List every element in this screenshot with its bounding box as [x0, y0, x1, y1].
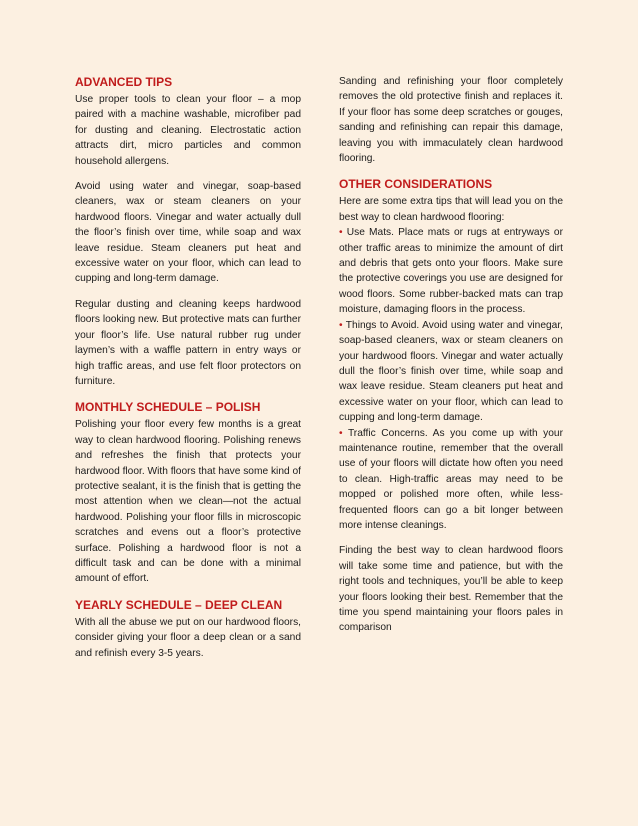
bullet-icon: •: [339, 427, 343, 439]
right-column: [339, 74, 563, 636]
sanding-paragraph: Sanding and refinishing your floor completely removes the old protective finish and replaces it. If your floor has some deep scratches or gouges, sanding and refinishing can repair this damage, leaving you with immaculately clean hardwood flooring.: [339, 76, 563, 165]
advanced-tips-paragraph-2: Avoid using water and vinegar, soap-based cleaners, wax or steam cleaners on your hardwood floors. Vinegar and water actually dull the floor’s finish over time, while soap and wax leave residue. Steam cleaners put heat and excessive water on your floor, which can lead to cupping and long-term damage.: [75, 181, 301, 285]
bullet-use-mats-text: Use Mats. Place mats or rugs at entryways or other traffic areas to minimize the amount of dirt and debris that gets onto your floors. Make sure the protective coverings you use are designed for wood floors. Some rubber-backed mats can trap moisture, damaging floors in the process.: [339, 227, 563, 316]
bullet-icon: •: [339, 319, 343, 331]
bullet-use-mats: [339, 225, 563, 317]
closing-paragraph: Finding the best way to clean hardwood floors will take some time and patience, but with the right tools and techniques, you’ll be able to keep your floors looking their best. Remember that the time you spend maintaining your floors pales in comparison: [339, 545, 563, 634]
monthly-schedule-heading: MONTHLY SCHEDULE – POLISH: [75, 400, 261, 415]
advanced-tips-paragraph-3: Regular dusting and cleaning keeps hardwood floors looking new. But protective mats can further your floor’s life. Use natural rubber rug under laymen’s with a waffle pattern in entry ways or high traffic areas, and use felt floor protectors on furniture.: [75, 298, 301, 387]
monthly-schedule-paragraph: Polishing your floor every few months is a great way to clean hardwood flooring. Polishing renews and refreshes the finish that protects your hardwood floor. With floors that have some kind of protective sealant, it is the finish that is getting the most attention when we clean—not the actual hardwood. Polishing your floor fills in microscopic scratches and evens out a floor’s protective surface. Polishing a hardwood floor is not a difficult task and can be done with a minimal amount of effort.: [75, 419, 301, 585]
bullet-traffic-concerns: [339, 426, 563, 534]
left-column: [75, 74, 301, 661]
bullet-things-to-avoid-text: Things to Avoid. Avoid using water and vinegar, soap-based cleaners, wax or steam cleaners on your hardwood floors. Vinegar and water actually dull the floor’s finish over time, while soap and wax leave residue. Steam cleaners put heat and excessive water on your floor, which can lead to cupping and long-term damage.: [339, 319, 563, 424]
bullet-icon: •: [339, 227, 343, 239]
bullet-traffic-concerns-text: Traffic Concerns. As you come up with your maintenance routine, remember that the overall use of your floors will dictate how often you need to clean. High-traffic areas may need to be mopped or polished more often, while less-frequented floors can go a bit longer between more intense cleanings.: [339, 427, 563, 531]
other-considerations-heading: OTHER CONSIDERATIONS: [339, 177, 493, 192]
advanced-tips-paragraph-1: Use proper tools to clean your floor – a mop paired with a machine washable, microfiber pad for dusting and cleaning. Electrostatic action attracts dirt, micro particles and common household allergens.: [75, 94, 301, 167]
bullet-things-to-avoid: [339, 318, 563, 426]
yearly-schedule-heading: YEARLY SCHEDULE – DEEP CLEAN: [75, 597, 283, 612]
other-considerations-intro: Here are some extra tips that will lead you on the best way to clean hardwood flooring:: [339, 196, 563, 223]
advanced-tips-heading: ADVANCED TIPS: [75, 75, 173, 89]
yearly-schedule-paragraph: With all the abuse we put on our hardwood floors, consider giving your floor a deep clean or a sand and refinish every 3-5 years.: [75, 616, 301, 659]
